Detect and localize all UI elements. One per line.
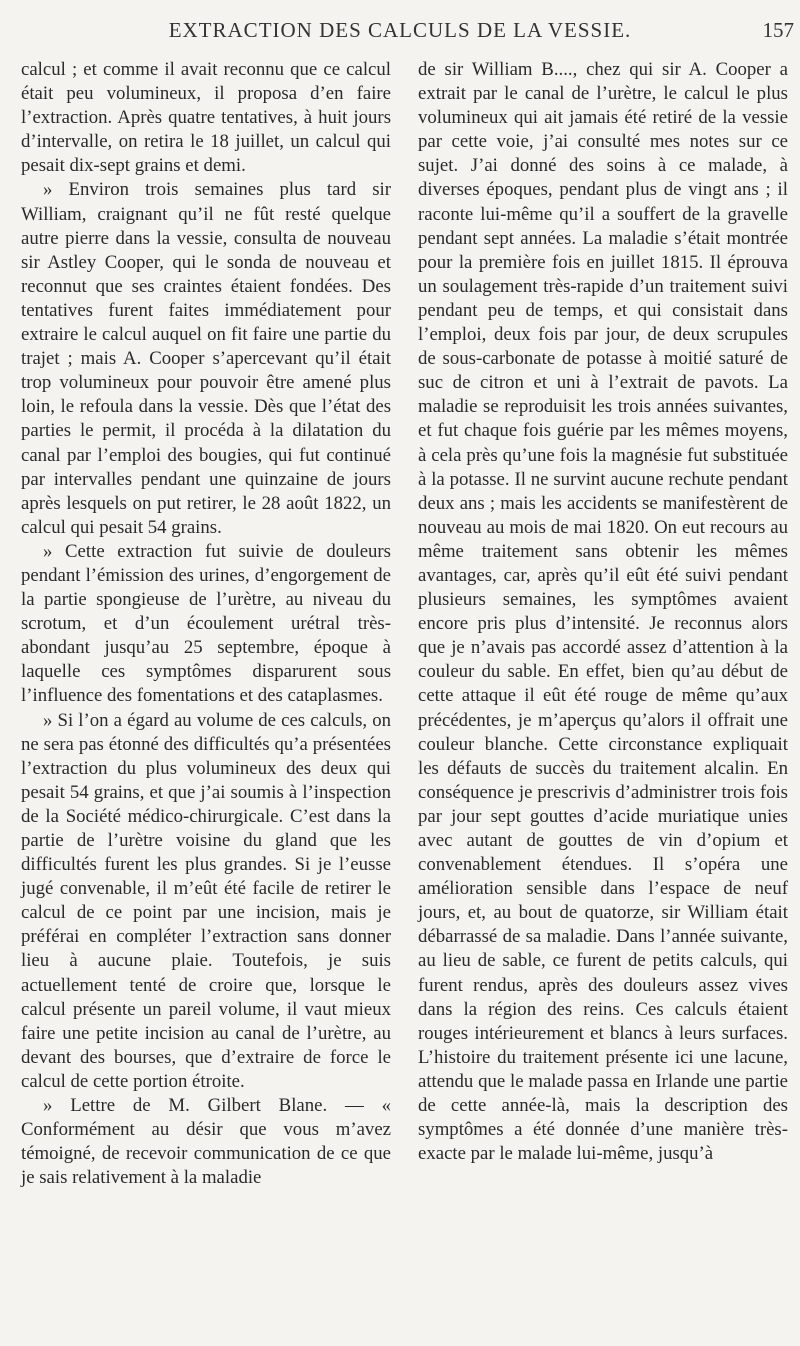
page-number: 157	[762, 18, 794, 42]
paragraph: calcul ; et comme il avait reconnu que ce calcul était peu volumineux, il proposa d’en faire l’extraction. Après quatre tentatives, à huit jours d’intervalle, on retira le 18 juillet, un calcul qui pesait dix-sept grains et demi.	[21, 59, 391, 177]
paragraph: » Environ trois semaines plus tard sir William, craignant qu’il ne fût resté quelque autre pierre dans la vessie, consulta de nouveau sir Astley Cooper, qui le sonda de nouveau et reconnut que ses craintes étaient fondées. Des tentatives furent faites immédiatement pour extraire le calcul auquel on fit faire une partie du trajet ; mais A. Cooper s’apercevant qu’il était trop volumineux pour pouvoir être amené plus loin, le refoula dans la vessie. Dès que l’état des parties le permit, il procéda à la dilatation du canal par l’emploi des bougies, qui fut continué par intervalles pendant une quinzaine de jours après lesquels on put retirer, le 28 août 1822, un calcul qui pesait 54 grains.	[21, 179, 391, 538]
paragraph: de sir William B...., chez qui sir A. Cooper a extrait par le canal de l’urètre, le calcul le plus volumineux qui ait jamais été retiré de la vessie par cette voie, j’ai consulté mes notes sur ce sujet. J’ai donné des soins à ce malade, à diverses époques, pendant plus de vingt ans ; il raconte lui-même qu’il a souffert de la gravelle pendant sept années. La maladie s’était montrée pour la première fois en juillet 1815. Il éprouva un soulagement très-rapide d’un traitement suivi pendant peu de temps, et qui consistait dans l’emploi, deux fois par jour, de deux scrupules de sous-carbonate de potasse à moitié saturé de suc de citron et uni à l’extrait de pavots. La maladie se reproduisit les trois années suivantes, et fut chaque fois guérie par les mêmes moyens, à cela près qu’une fois la magnésie fut substituée à la potasse. Il ne survint aucune rechute pendant deux ans ; mais les accidents se manifestèrent de nouveau au mois de mai 1820. On eut recours au même traitement sans obtenir les mêmes avantages, car, après qu’il eût été suivi pendant plusieurs semaines, les symptômes avaient encore pris plus d’intensité. Je reconnus alors que je n’avais pas accordé assez d’attention à la couleur du sable. En effet, bien qu’au début de cette attaque il eût été rouge de même qu’aux précédentes, je m’aperçus qu’alors il offrait une couleur blanche. Cette circonstance expliquait les défauts de succès du traitement alcalin. En conséquence je prescrivis d’administrer trois fois par jour sept gouttes d’acide muriatique unies avec autant de gouttes de vin d’opium et convenablement étendues. Il s’opéra une amélioration sensible dans l’espace de neuf jours, et, au bout de quatorze, sir William était débarrassé de sa maladie. Dans l’année suivante, au lieu de sable, ce furent de petits calculs, qui furent rendus, après des douleurs assez vives dans la région des reins. Ces calculs étaient rouges intérieurement et blancs à leurs surfaces. L’histoire du traitement présente ici une lacune, attendu que le malade passa en Irlande une partie de cette année-là, mais la description des symptômes a été donnée d’une manière très-exacte par le malade lui-même, jusqu’à	[418, 59, 788, 1165]
paragraph: » Cette extraction fut suivie de douleurs pendant l’émission des urines, d’engorgement de la partie spongieuse de l’urètre, au niveau du scrotum, et d’un écoulement urétral très-abondant jusqu’au 25 septembre, époque à laquelle ces symptômes disparurent sous l’influence des fomentations et des cataplasmes.	[21, 540, 391, 707]
running-title: EXTRACTION DES CALCULS DE LA VESSIE.	[168, 18, 632, 42]
right-column	[418, 58, 788, 1166]
paragraph: » Si l’on a égard au volume de ces calculs, on ne sera pas étonné des difficultés qu’a présentées l’extraction du plus volumineux des deux qui pesait 54 grains, et que j’ai soumis à l’inspection de la Société médico-chirurgicale. C’est dans la partie de l’urètre voisine du gland que les difficultés furent les plus grandes. Si je l’eusse jugé convenable, il m’eût été facile de retirer le calcul de ce point par une incision, mais je préférai en compléter l’extraction sans donner lieu à aucune plaie. Toutefois, je suis actuellement tenté de croire que, lorsque le calcul présente un pareil volume, il vaut mieux faire une petite incision au canal de l’urètre, au devant des bourses, que d’extraire de force le calcul de cette portion étroite.	[21, 709, 391, 1092]
left-column	[21, 58, 391, 1190]
paragraph: » Lettre de M. Gilbert Blane. — « Conformément au désir que vous m’avez témoigné, de recevoir communication de ce que je sais relativement à la maladie	[21, 1095, 391, 1189]
